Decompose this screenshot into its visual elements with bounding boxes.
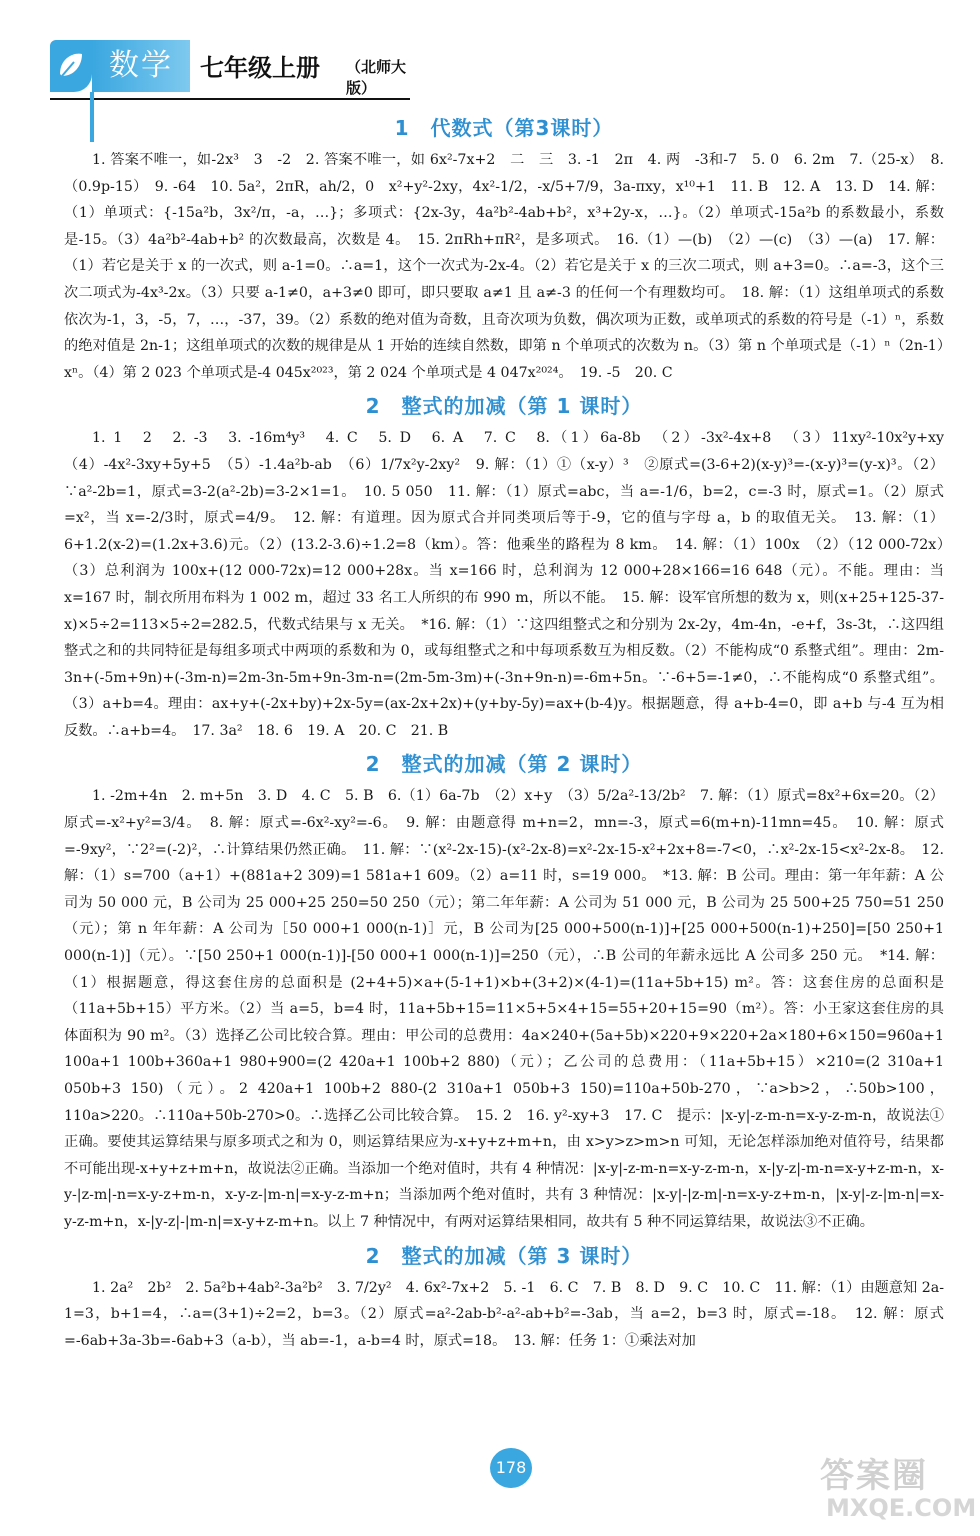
section-title: 2 整式的加减（第 2 课时） xyxy=(365,752,643,777)
answer-content xyxy=(64,108,959,1354)
watermark-logo: 答案圈 xyxy=(820,1456,928,1496)
section-paragraph: 1. 答案不唯一，如-2x³ 3 -2 2. 答案不唯一，如 6x²-7x+2 二 三 3. -1 2π 4. 两 -3和-7 5. 0 6. 2m 7.（25-x） 8.（0.9p-15） 9. -64 10. 5a²，2πR，ah/2，0 x²+y²-2xy，4x²-1/2，-x/5+7/9，3a-πxy，x¹⁰+1 11. B 12. A 13. D 14. 解：（1）单项式：{-15a²b，3x²/π，-a，…}；多项式：{2x-3y，4a²b²-4ab+b²，x³+2y-x，…}。（2）单项式-15a²b 的系数最小，系数是-15。（3）4a²b²-4ab+b² 的次数最高，次数是 4。 15. 2πRh+πR²，是多项式。 16.（1）—(b) （2）—(c) （3）—(a) 17. 解：（1）若它是关于 x 的一次式，则 a-1=0。∴a=1，这个一次式为-2x-4。（2）若它是关于 x 的三次二项式，则 a+3=0。∴a=-3，这个三次二项式为-4x³-2x。（3）只要 a-1≠0，a+3≠0 即可，即只要取 a≠1 且 a≠-3 的任何一个有理数均可。 18. 解：（1）这组单项式的系数依次为-1，3，-5，7，…，-37，39。（2）系数的绝对值为奇数，且奇次项为负数，偶次项为正数，或单项式的系数的符号是（-1）ⁿ，系数的绝对值是 2n-1；这组单项式的次数的规律是从 1 开始的连续自然数，即第 n 个单项式的次数为 n。（3）第 n 个单项式是（-1）ⁿ（2n-1）xⁿ。（4）第 2 023 个单项式是-4 045x²⁰²³，第 2 024 个单项式是 4 047x²⁰²⁴。 19. -5 20. C xyxy=(64,152,944,381)
grade-label: 七年级上册 xyxy=(200,54,320,82)
section-title: 1 代数式（第3课时） xyxy=(394,116,614,140)
leaf-icon xyxy=(50,40,92,92)
section-title: 2 整式的加减（第 3 课时） xyxy=(365,1243,643,1268)
subject-label: 数学 xyxy=(92,40,190,92)
section-paragraph: 1. 2a² 2b² 2. 5a²b+4ab²-3a²b² 3. 7/2y² 4. 6x²-7x+2 5. -1 6. C 7. B 8. D 9. C 10. C 11. 解：（1）由题意知 2a-1=3，b+1=4，∴a=(3+1)÷2=2，b=3。（2）原式=a²-2ab-b²-a²-ab+b²=-3ab，当 a=2，b=3 时，原式=-18。 12. 解：原式=-6ab+3a-3b=-6ab+3（a-b），当 ab=-1，a-b=4 时，原式=18。 13. 解：任务 1：①乘法对加 xyxy=(64,1279,944,1349)
section-paragraph: 1. 1 2 2. -3 3. -16m⁴y³ 4. C 5. D 6. A 7. C 8.（1）6a-8b （2）-3x²-4x+8 （3）11xy²-10x²y+xy （4）-4x²-3xy+5y+5 （5）-1.4a²b-ab （6）1/7x²y-2xy² 9. 解：（1）①（x-y）³ ②原式=(3-6+2)(x-y)³=-(x-y)³=(y-x)³。（2）∵a²-2b=1，原式=3-2(a²-2b)=3-2×1=1。 10. 5 050 11. 解：（1）原式=abc，当 a=-1/6，b=2，c=-3 时，原式=1。（2）原式=x²，当 x=-2/3时，原式=4/9。 12. 解：有道理。因为原式合并同类项后等于-9，它的值与字母 a，b 的取值无关。 13. 解：（1）6+1.2(x-2)=(1.2x+3.6)元。（2）(13.2-3.6)÷1.2=8（km）。答：他乘坐的路程为 8 km。 14. 解：（1）100x （2）（12 000-72x） （3）总利润为 100x+(12 000-72x)=12 000+28x。当 x=166 时，总利润为 12 000+28×166=16 648（元）。不能。理由：当 x=167 时，制衣所用布料为 1 002 m，超过 33 名工人所织的布 990 m，所以不能。 15. 解：设军官所想的数为 x，则(x+25+125-37-x)×5÷2=113×5÷2=282.5，代数式结果与 x 无关。 *16. 解：（1）∵这四组整式之和分别为 2x-2y，4m-4n，-e+f，3s-3t，∴这四组整式之和的共同特征是每组多项式中两项的系数和为 0，或每组整式之和中每项系数互为相反数。（2）不能构成“0 系整式组”。理由：2m-3n+(-5m+9n)+(-3m-n)=2m-3n-5m+9n-3m-n=(2m-5m-3m)+(-3n+9n-n)=-6m+5n。∵-6+5=-1≠0，∴不能构成“0 系整式组”。（3）a+b=4。理由：ax+y+(-2x+by)+2x-5y=(ax-2x+2x)+(y+by-5y)=ax+(b-4)y。根据题意，得 a+b-4=0，即 a+b 与-4 互为相反数。∴a+b=4。 17. 3a² 18. 6 19. A 20. C 21. B xyxy=(64,430,959,739)
header-underline xyxy=(50,98,410,100)
watermark-site: MXQE.COM xyxy=(826,1494,977,1522)
page-number: 178 xyxy=(490,1448,532,1488)
page-header xyxy=(50,36,410,100)
section-title: 2 整式的加减（第 1 课时） xyxy=(365,394,643,419)
edition-label: （北师大版） xyxy=(346,58,407,97)
section-paragraph: 1. -2m+4n 2. m+5n 3. D 4. C 5. B 6.（1）6a-7b （2）x+y （3）5/2a²-13/2b² 7. 解：（1）原式=8x²+6x=20。（2）原式=-x²+y²=3/4。 8. 解：原式=-6x²-xy²=-6。 9. 解：由题意得 m+n=2，mn=-3，原式=6(m+n)-11mn=45。 10. 解：原式=-9xy²，∵2²=(-2)²，∴计算结果仍然正确。 11. 解：∵(x²-2x-15)-(x²-2x-8)=x²-2x-15-x²+2x+8=-7<0，∴x²-2x-15<x²-2x-8。 12. 解：（1）s=700（a+1）+(881a+2 309)=1 581a+1 609。（2）a=11 时，s=19 000。 *13. 解：B 公司。理由：第一年年薪：A 公司为 50 000 元，B 公司为 25 000+25 250=50 250（元）；第二年年薪：A 公司为 51 000 元，B 公司为 25 500+25 750=51 250（元）；第 n 年年薪：A 公司为［50 000+1 000(n-1)］元，B 公司为[25 000+500(n-1)]+[25 000+500(n-1)+250]=[50 250+1 000(n-1)]（元）。∵[50 250+1 000(n-1)]-[50 000+1 000(n-1)]=250（元），∴B 公司的年薪永远比 A 公司多 250 元。 *14. 解：（1）根据题意，得这套住房的总面积是 (2+4+5)×a+(5-1+1)×b+(3+2)×(4-1)=(11a+5b+15) m²。答：这套住房的总面积是（11a+5b+15）平方米。（2）当 a=5，b=4 时，11a+5b+15=11×5+5×4+15=55+20+15=90（m²）。答：小王家这套住房的具体面积为 90 m²。（3）选择乙公司比较合算。理由：甲公司的总费用：4a×240+(5a+5b)×220+9×220+2a×180+6×150=960a+1 100a+1 100b+360a+1 980+900=(2 420a+1 100b+2 880)（元）；乙公司的总费用：（11a+5b+15）×210=(2 310a+1 050b+3 150)（元）。2 420a+1 100b+2 880-(2 310a+1 050b+3 150)=110a+50b-270，∵a>b>2，∴50b>100，110a>220。∴110a+50b-270>0。∴选择乙公司比较合算。 15. 2 16. y²-xy+3 17. C 提示：|x-y|-z-m-n=x-y-z-m-n，故说法①正确。要使其运算结果与原多项式之和为 0，则运算结果应为-x+y+z+m+n，由 x>y>z>m>n 可知，无论怎样添加绝对值符号，结果都不可能出现-x+y+z+m+n，故说法②正确。当添加一个绝对值时，共有 4 种情况：|x-y|-z-m-n=x-y-z-m-n，x-|y-z|-m-n=x-y+z-m-n，x-y-|z-m|-n=x-y-z+m-n，x-y-z-|m-n|=x-y-z-m+n；当添加两个绝对值时，共有 3 种情况：|x-y|-|z-m|-n=x-y-z+m-n，|x-y|-z-|m-n|=x-y-z-m+n，x-|y-z|-|m-n|=x-y+z-m+n。以上 7 种情况中，有两对运算结果相同，故共有 5 种不同运算结果，故说法③不正确。 xyxy=(64,788,944,1230)
